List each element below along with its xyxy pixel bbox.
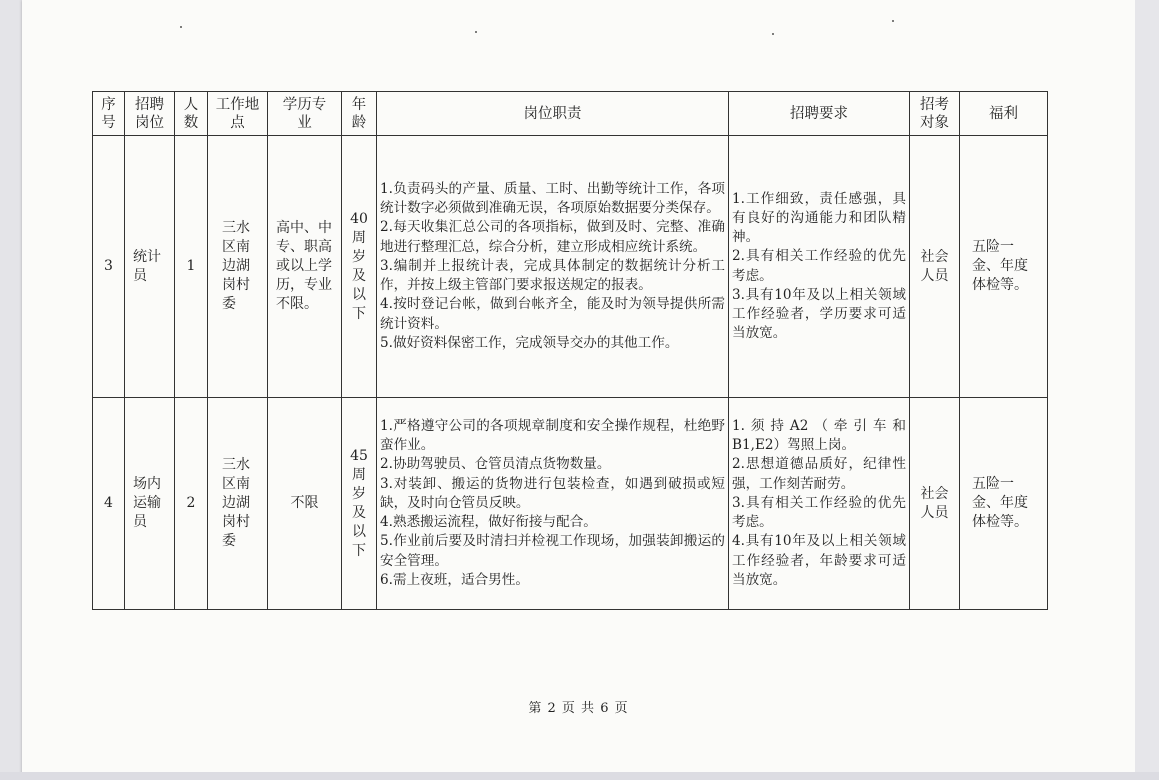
cell-count: 1: [175, 136, 208, 398]
cell-location: 三水区南边湖岗村委: [208, 136, 268, 398]
cell-seq: 4: [93, 398, 125, 610]
list-item: 4.熟悉搬运流程，做好衔接与配合。: [380, 514, 597, 531]
cell-benefits: 五险一金、年度体检等。: [960, 136, 1048, 398]
list-item: 2.每天收集汇总公司的各项指标，做到及时、完整、准确地进行整理汇总，综合分析，建立形成相应统计系统。: [380, 219, 725, 255]
scan-speck: [180, 26, 182, 28]
scan-speck: [892, 20, 894, 22]
page-number: 第 2 页 共 6 页: [528, 701, 629, 716]
header-count: 人数: [175, 92, 208, 136]
duties-list: [380, 417, 725, 590]
header-row: [93, 92, 1048, 136]
list-item: 5.作业前后要及时清扫并检视工作现场，加强装卸搬运的安全管理。: [380, 533, 725, 569]
cell-location: 三水区南边湖岗村委: [208, 398, 268, 610]
cell-age: 40周岁及以下: [342, 136, 377, 398]
cell-education: 不限: [268, 398, 342, 610]
cell-duties: [377, 398, 729, 610]
viewer-gutter: [1135, 0, 1159, 780]
cell-age: 45周岁及以下: [342, 398, 377, 610]
header-age: 年龄: [342, 92, 377, 136]
list-item: 4.具有10年及以上相关领域工作经验者，年龄要求可适当放宽。: [732, 533, 906, 588]
cell-requirements: [729, 398, 910, 610]
table-row: [93, 136, 1048, 398]
list-item: 2.思想道德品质好，纪律性强，工作刻苦耐劳。: [732, 456, 906, 492]
requirements-list: [732, 417, 906, 590]
header-education: 学历专业: [268, 92, 342, 136]
document-page: [22, 0, 1135, 780]
header-position: 招聘岗位: [125, 92, 175, 136]
header-target: 招考对象: [910, 92, 960, 136]
list-item: 3.对装卸、搬运的货物进行包装检查，如遇到破损或短缺，及时向仓管员反映。: [380, 475, 725, 511]
scan-speck: [772, 33, 774, 35]
list-item: 3.具有相关工作经验的优先考虑。: [732, 494, 906, 531]
scan-speck: [475, 31, 477, 33]
header-requirements: 招聘要求: [729, 92, 910, 136]
cell-count: 2: [175, 398, 208, 610]
recruitment-table: [92, 91, 1048, 610]
cell-target: 社会人员: [910, 136, 960, 398]
list-item: 3.具有10年及以上相关领域工作经验者，学历要求可适当放宽。: [732, 286, 906, 342]
list-item: 1.负责码头的产量、质量、工时、出勤等统计工作，各项统计数字必须做到准确无误，各项原始数据要分类保存。: [380, 181, 725, 217]
cell-education: 高中、中专、职高或以上学历，专业不限。: [268, 136, 342, 398]
cell-requirements: [729, 136, 910, 398]
list-item: 1.严格遵守公司的各项规章制度和安全操作规程，杜绝野蛮作业。: [380, 418, 725, 454]
table-row: [93, 398, 1048, 610]
list-item: 4.按时登记台帐，做到台帐齐全，能及时为领导提供所需统计资料。: [380, 296, 725, 332]
list-item: 5.做好资料保密工作，完成领导交办的其他工作。: [380, 334, 679, 351]
cell-seq: 3: [93, 136, 125, 398]
requirements-list: [732, 190, 906, 344]
list-item: 1.工作细致，责任感强，具有良好的沟通能力和团队精神。: [732, 190, 906, 246]
list-item: 3.编制并上报统计表，完成具体制定的数据统计分析工作，并按上级主管部门要求报送规定的报表。: [380, 257, 725, 294]
header-duties: 岗位职责: [377, 92, 729, 136]
list-item: 1.须持A2（牵引车和B1,E2）驾照上岗。: [732, 418, 906, 454]
cell-duties: [377, 136, 729, 398]
cell-benefits: 五险一金、年度体检等。: [960, 398, 1048, 610]
cell-target: 社会人员: [910, 398, 960, 610]
cell-position: 统计员: [125, 136, 175, 398]
cell-position: 场内运输员: [125, 398, 175, 610]
header-benefits: 福利: [960, 92, 1048, 136]
header-seq: 序号: [93, 92, 125, 136]
duties-list: [380, 180, 725, 353]
header-location: 工作地点: [208, 92, 268, 136]
list-item: 6.需上夜班，适合男性。: [380, 571, 529, 588]
list-item: 2.具有相关工作经验的优先考虑。: [732, 248, 906, 284]
viewer-bottom-bar: [0, 772, 1159, 780]
list-item: 2.协助驾驶员、仓管员清点货物数量。: [380, 456, 611, 473]
